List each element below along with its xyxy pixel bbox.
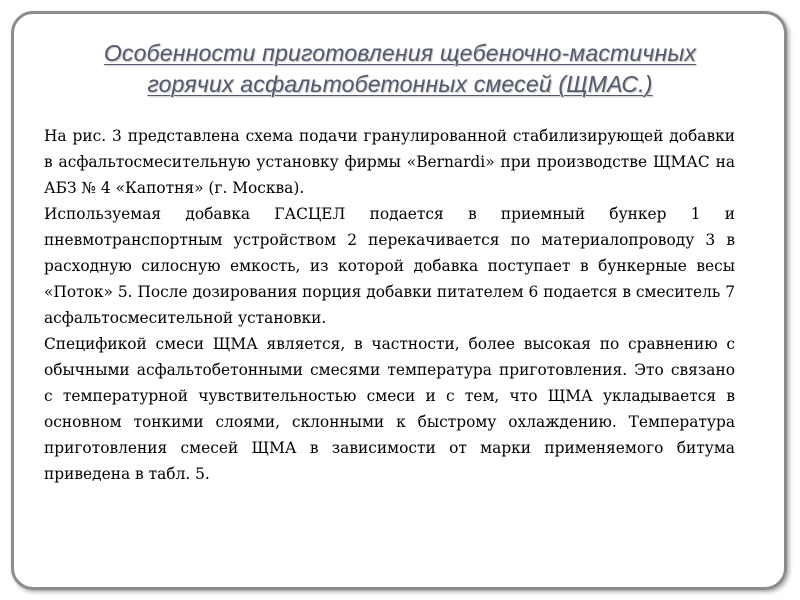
paragraph-temperature: Спецификой смеси ЩМА является, в частности, более высокая по сравнению с обычными асфальтобетонными смесями температура приготовления. Это связано с температурной чувствительностью смеси и с тем, что ЩМА укладывается в основном тонкими слоями, склонными к быстрому охлаждению. Температура приготовления смесей ЩМА в зависимости от марки применяемого битума приведена в табл. 5. (44, 335, 735, 483)
paragraph-additive: Используемая добавка ГАСЦЕЛ подается в приемный бункер 1 и пневмотранспортным устройством 2 перекачивается по материалопроводу 3 в расходную силосную емкость, из которой добавка поступает в бункерные весы «Поток» 5. После дозирования порция добавки питателем 6 подается в смеситель 7 асфальтосмесительной установки. (44, 205, 735, 327)
body-text (44, 123, 735, 487)
slide-title (0, 38, 800, 100)
slide-title-line-2: горячих асфальтобетонных смесей (ЩМАС.) (147, 71, 653, 97)
slide-title-line-1: Особенности приготовления щебеночно-мастичных (103, 40, 697, 66)
paragraph-scheme: На рис. 3 представлена схема подачи гранулированной стабилизирующей добавки в асфальтосмесительную установку фирмы «Bernardi» при производстве ЩМАС на АБЗ № 4 «Капотня» (г. Москва). (44, 127, 735, 197)
